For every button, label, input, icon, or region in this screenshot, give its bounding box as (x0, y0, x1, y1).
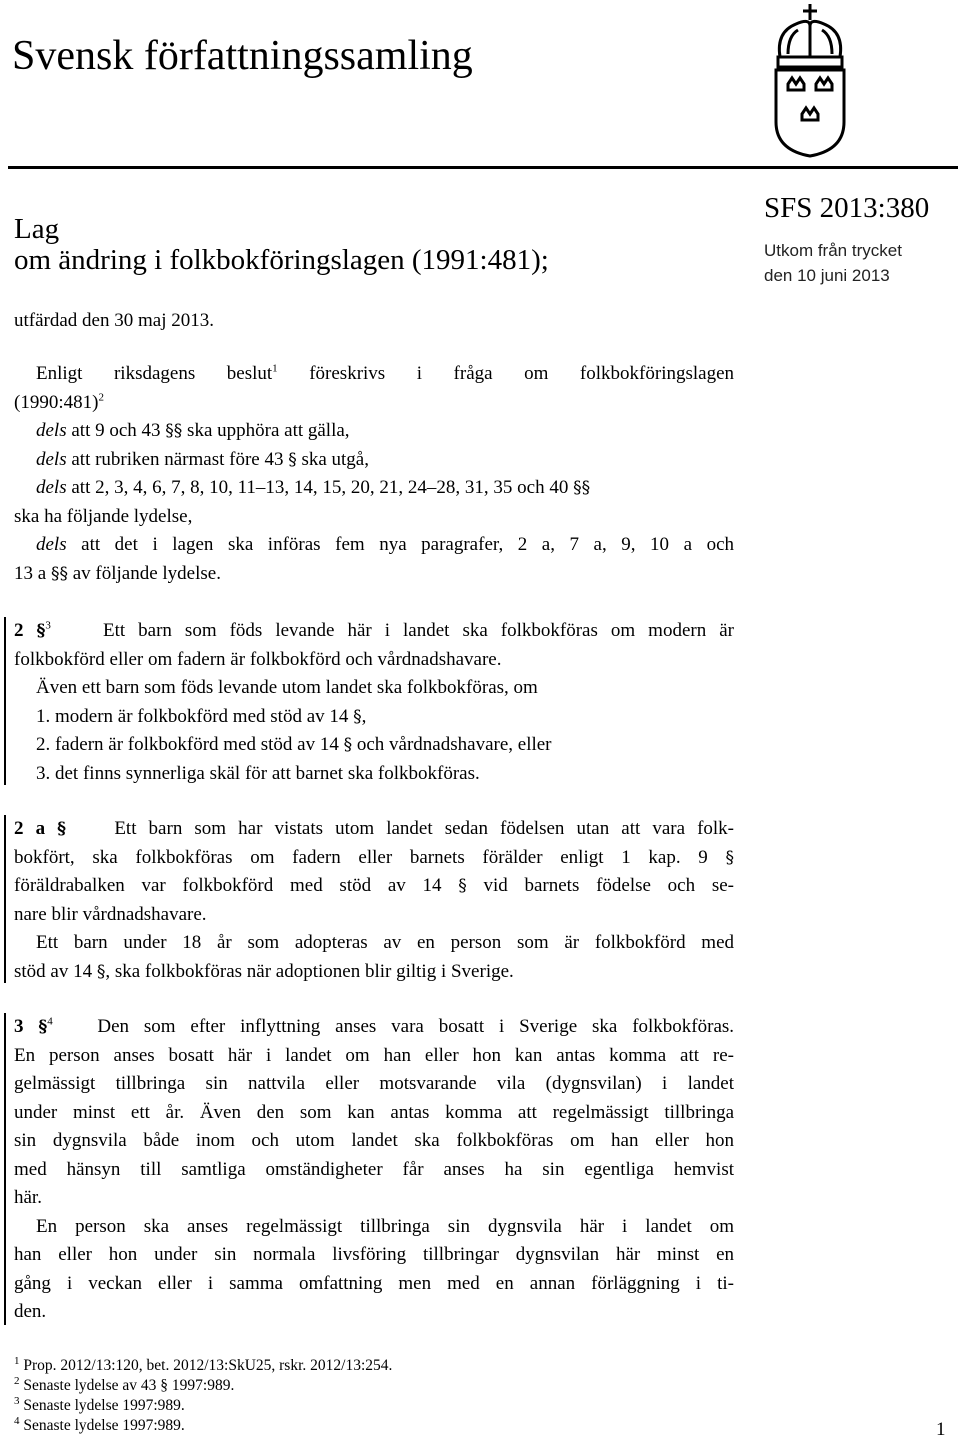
intro-item: dels att 9 och 43 §§ ska upphöra att gälla, (36, 420, 350, 441)
intro-line: Enligt riksdagens beslut$^1$ föreskrivs i fråga om folkbokföringslagen (36, 362, 735, 384)
section-line: han eller hon under sin normala livsföring tillbringar dygnsvilan här minst en (14, 1244, 734, 1265)
section-label: 2 (14, 620, 24, 641)
sfs-printed-label: Utkom från trycket (764, 241, 902, 260)
footnotes (14, 1356, 392, 1436)
intro-line: 13 a §§ av följande lydelse. (14, 562, 221, 584)
section-2a (14, 815, 734, 986)
intro-line: ska ha följande lydelse, (14, 505, 193, 527)
list-item: 1. modern är folkbokförd med stöd av 14 §, (36, 705, 367, 727)
change-bar (4, 815, 6, 983)
footnote-ref: 3 (45, 619, 51, 632)
list-item: 3. det finns synnerliga skäl för att barnet ska folkbokföras. (36, 762, 480, 784)
section-line: 2 a § Ett barn som har vistats utom landet sedan födelsen utan att vara folk- (14, 818, 735, 839)
series-title: Svensk författningssamling (12, 33, 473, 79)
section-2 (14, 617, 734, 788)
section-label: 3 (14, 1016, 24, 1037)
section-line: bokfört, ska folkbokföras om fadern eller barnets förälder enligt 1 kap. 9 § (14, 846, 735, 868)
footnote: $^3$ Senaste lydelse 1997:989. (14, 1394, 185, 1414)
list-item: 2. fadern är folkbokförd med stöd av 14 § och vårdnadshavare, eller (36, 734, 552, 755)
section-line: folkbokförd eller om fadern är folkbokförd och vårdnadshavare. (14, 648, 502, 670)
intro-item: dels att rubriken närmast före 43 § ska utgå, (36, 448, 369, 470)
section-line: gelmässigt tillbringa sin nattvila eller motsvarande vila (dygnsvilan) i landet (14, 1073, 734, 1094)
crown-crest-icon (758, 2, 958, 158)
section-label: 2 a (14, 818, 46, 839)
section-line: Ett barn under 18 år som adopteras av en person som är folkbokförd med (36, 932, 734, 953)
change-bar (4, 1013, 6, 1325)
change-bar (4, 617, 6, 785)
section-line: Även ett barn som föds levande utom landet ska folkbokföras, om (36, 677, 538, 698)
introductory-clause (14, 360, 734, 588)
issued-date: utfärdad den 30 maj 2013. (14, 310, 214, 331)
section-line: stöd av 14 §, ska folkbokföras när adoptionen blir giltig i Sverige. (14, 960, 514, 982)
section-line: under minst ett år. Även den som kan antas komma att regelmässigt tillbringa (14, 1101, 734, 1123)
intro-item: dels att det i lagen ska införas fem nya paragrafer, 2 a, 7 a, 9, 10 a och (36, 534, 735, 555)
section-line: den. (14, 1301, 47, 1322)
document-title: om ändring i folkbokföringslagen (1991:481); (14, 244, 549, 276)
section-line: sin dygnsvila både inom och utom landet ska folkbokföras om han eller hon (14, 1130, 734, 1151)
section-3 (14, 1013, 734, 1327)
section-line: nare blir vårdnadshavare. (14, 903, 207, 925)
footnote: $^4$ Senaste lydelse 1997:989. (14, 1414, 185, 1434)
footnote: $^2$ Senaste lydelse av 43 § 1997:989. (14, 1374, 235, 1394)
section-sign: § (165, 421, 174, 441)
sfs-printed-date: den 10 juni 2013 (764, 266, 890, 285)
sfs-print-info (764, 238, 902, 288)
header-rule (8, 166, 958, 169)
section-line: 3 §$^4$ Den som efter inflyttning anses vara bosatt i Sverige ska folkbokföras. (14, 1015, 735, 1037)
section-line: föräldrabalken var folkbokförd med stöd av 14 § vid barnets födelse och se- (14, 875, 734, 896)
intro-item: dels att 2, 3, 4, 6, 7, 8, 10, 11–13, 14, 15, 20, 21, 24–28, 31, 35 och 40 §§ (36, 477, 591, 498)
footnote-ref: 2 (98, 391, 104, 404)
section-line: 2 §$^3$ Ett barn som föds levande här i landet ska folkbokföras om modern är (14, 619, 734, 641)
section-line: En person ska anses regelmässigt tillbringa sin dygnsvila här i landet om (36, 1215, 734, 1237)
sfs-number: SFS 2013:380 (764, 192, 930, 224)
footnote: $^1$ Prop. 2012/13:120, bet. 2012/13:SkU25, rskr. 2012/13:254. (14, 1354, 393, 1374)
section-line: här. (14, 1187, 42, 1208)
page-number: 1 (936, 1419, 946, 1440)
section-line: med hänsyn till samtliga omständigheter får anses ha sin egentliga hemvist (14, 1158, 734, 1180)
footnote-ref: 4 (47, 1015, 53, 1028)
intro-line: (1990:481)$^2$ (14, 391, 104, 413)
document-type: Lag (14, 213, 60, 245)
section-line: gång i veckan eller i samma omfattning men med en annan förläggning i ti- (14, 1272, 734, 1294)
footnote-ref: 1 (272, 362, 278, 375)
section-line: En person anses bosatt här i landet om han eller hon kan antas komma att re- (14, 1044, 734, 1066)
